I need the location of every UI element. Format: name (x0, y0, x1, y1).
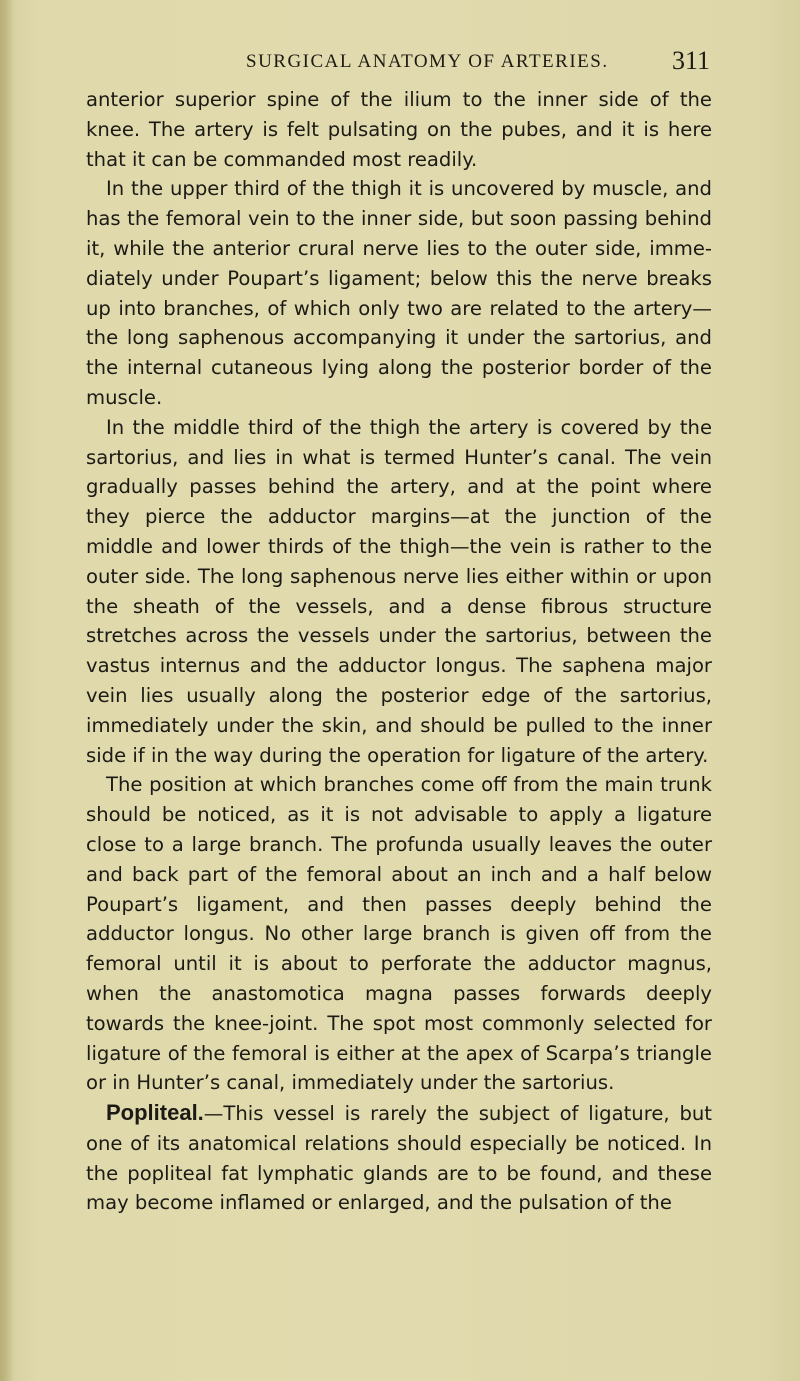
paragraph-1: anterior superior spine of the ilium to the inner side of the knee. The artery is felt pulsating on the pubes, and it is here that it can be commanded most readily. (86, 88, 712, 171)
paragraph-5-text: —This vessel is rarely the subject of ligature, but one of its anatomical relations should especially be noticed. In the popliteal fat lymphatic glands are to be found, and these may become inflamed or enlarged, and the pulsation of the (86, 1102, 712, 1215)
paragraph-4: The position at which branches come off from the main trunk should be noticed, as it is not advisable to apply a ligature close to a large branch. The profunda usually leaves the outer and back part of the femoral about an inch and a half below Poupart’s ligament, and then passes deeply behind the adductor longus. No other large branch is given off from the femoral until it is about to perforate the adductor magnus, when the anastomotica magna passes forwards deeply towards the knee-joint. The spot most commonly selected for ligature of the femoral is either at the apex of Scarpa’s triangle or in Hunter’s canal, immediately under the sartorius. (86, 773, 712, 1095)
paragraph-3: In the middle third of the thigh the artery is covered by the sartorius, and lies in what is termed Hunter’s canal. The vein gradually passes behind the artery, and at the point where they pierce the adductor margins—at the junction of the middle and lower thirds of the thigh—the vein is rather to the outer side. The long saphenous nerve lies either within or upon the sheath of the vessels, and a dense fibrous structure stretches across the vessels under the sartorius, between the vastus internus and the adductor longus. The saphena major vein lies usually along the posterior edge of the sartorius, immediately under the skin, and should be pulled to the inner side if in the way during the operation for ligature of the artery. (86, 415, 712, 767)
page-header (100, 46, 710, 86)
running-head: SURGICAL ANATOMY OF ARTERIES. (246, 51, 609, 72)
section-heading-popliteal: Popliteal. (106, 1100, 204, 1126)
page-number: 311 (671, 46, 710, 75)
spine-shadow (0, 0, 14, 1381)
paragraph-5 (86, 1098, 712, 1218)
body-text (86, 85, 712, 1218)
paragraph-2: In the upper third of the thigh it is uncovered by muscle, and has the femoral vein to the inner side, but soon passing behind it, while the anterior crural nerve lies to the outer side, imme-diately under Poupart’s ligament; below this the nerve breaks up into branches, of which only two are related to the artery—the long saphenous accompanying it under the sartorius, and the internal cutaneous lying along the posterior border of the muscle. (86, 177, 712, 409)
